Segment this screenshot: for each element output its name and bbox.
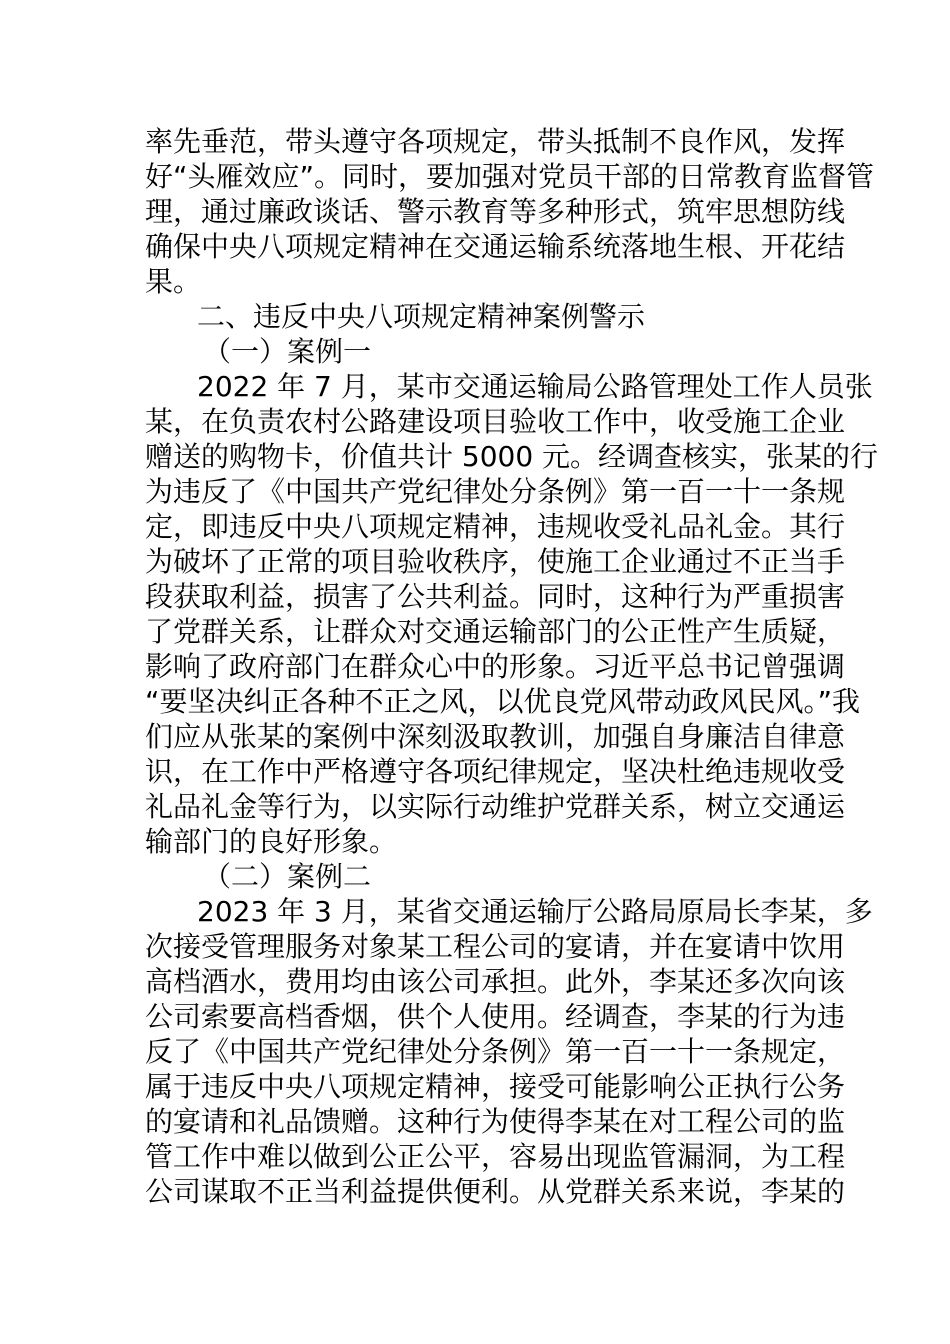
text-line: 们应从张某的案例中深刻汲取教训，加强自身廉洁自律意 xyxy=(145,720,846,753)
case-one-heading: （一）案例一 xyxy=(203,335,372,368)
text-line: 果。 xyxy=(145,265,202,298)
text-line: 识，在工作中严格遵守各项纪律规定，坚决杜绝违规收受 xyxy=(145,755,846,788)
text-line: 影响了政府部门在群众心中的形象。习近平总书记曾强调 xyxy=(145,650,846,683)
text-line: 好“头雁效应”。同时，要加强对党员干部的日常教育监督管 xyxy=(145,160,875,193)
text-line: 高档酒水，费用均由该公司承担。此外，李某还多次向该 xyxy=(145,965,846,998)
text-line: 礼品礼金等行为，以实际行动维护党群关系，树立交通运 xyxy=(145,790,846,823)
text-line: 为破坏了正常的项目验收秩序，使施工企业通过不正当手 xyxy=(145,545,846,578)
text-line: 定，即违反中央八项规定精神，违规收受礼品礼金。其行 xyxy=(145,510,846,543)
text-line: 确保中央八项规定精神在交通运输系统落地生根、开花结 xyxy=(145,230,846,263)
text-line: 理，通过廉政谈话、警示教育等多种形式，筑牢思想防线 xyxy=(145,195,846,228)
text-line: 为违反了《中国共产党纪律处分条例》第一百一十一条规 xyxy=(145,475,846,508)
case-two-heading: （二）案例二 xyxy=(203,860,372,893)
text-line: 赠送的购物卡，价值共计 5000 元。经调查核实，张某的行 xyxy=(145,440,879,473)
text-line: 输部门的良好形象。 xyxy=(145,825,398,858)
text-line: 了党群关系，让群众对交通运输部门的公正性产生质疑， xyxy=(145,615,846,648)
text-line: “要坚决纠正各种不正之风，以优良党风带动政风民风。”我 xyxy=(145,685,861,718)
text-line: 2023 年 3 月，某省交通运输厅公路局原局长李某，多 xyxy=(197,895,873,928)
text-line: 段获取利益，损害了公共利益。同时，这种行为严重损害 xyxy=(145,580,846,613)
text-line: 2022 年 7 月，某市交通运输局公路管理处工作人员张 xyxy=(197,370,873,403)
text-line: 率先垂范，带头遵守各项规定，带头抵制不良作风，发挥 xyxy=(145,125,846,158)
text-line: 的宴请和礼品馈赠。这种行为使得李某在对工程公司的监 xyxy=(145,1105,846,1138)
text-line: 某，在负责农村公路建设项目验收工作中，收受施工企业 xyxy=(145,405,846,438)
text-line: 反了《中国共产党纪律处分条例》第一百一十一条规定， xyxy=(145,1035,846,1068)
text-line: 公司谋取不正当利益提供便利。从党群关系来说，李某的 xyxy=(145,1175,846,1208)
text-line: 管工作中难以做到公正公平，容易出现监管漏洞，为工程 xyxy=(145,1140,846,1173)
text-line: 公司索要高档香烟，供个人使用。经调查，李某的行为违 xyxy=(145,1000,846,1033)
section-heading: 二、违反中央八项规定精神案例警示 xyxy=(197,300,646,333)
document-body xyxy=(145,124,879,1209)
text-line: 次接受管理服务对象某工程公司的宴请，并在宴请中饮用 xyxy=(145,930,846,963)
text-line: 属于违反中央八项规定精神，接受可能影响公正执行公务 xyxy=(145,1070,846,1103)
